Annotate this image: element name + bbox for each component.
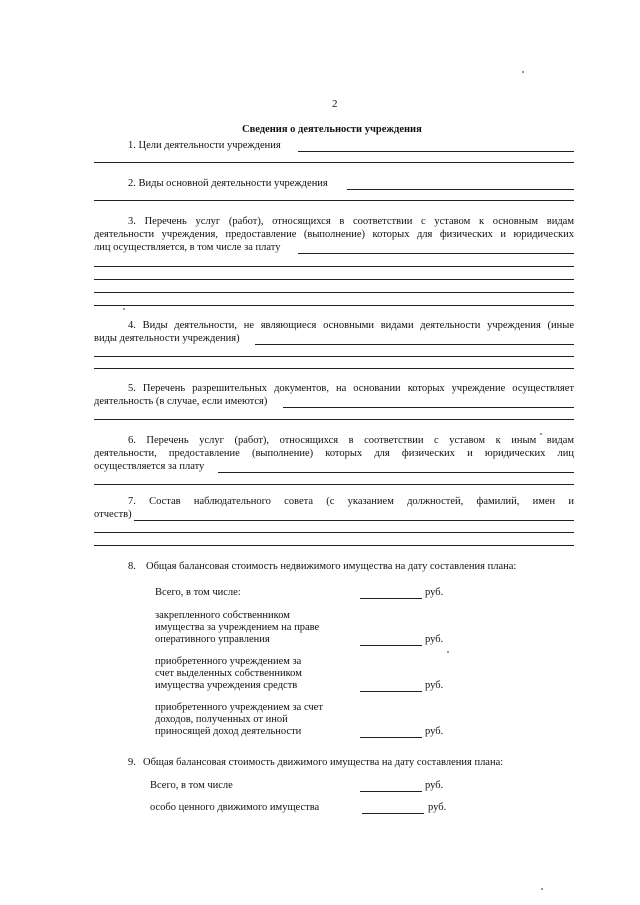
section-5-blank-line	[94, 419, 574, 420]
section-8-heading: Общая балансовая стоимость недвижимого имущества на дату составления плана:	[146, 561, 517, 572]
section-8-item-2-amount-line	[360, 691, 422, 692]
section-3-blank-line-4	[94, 305, 574, 306]
section-1-fill-line	[298, 151, 574, 152]
section-2-label: 2. Виды основной деятельности учреждения	[128, 178, 328, 189]
page-number: 2	[332, 98, 338, 110]
section-9-heading: Общая балансовая стоимость движимого имущества на дату составления плана:	[143, 757, 504, 768]
section-4-line-1: 4. Виды деятельности, не являющиеся основными видами деятельности учреждения (иные	[128, 320, 574, 331]
section-8-number: 8.	[128, 561, 136, 572]
section-7-blank-line-1	[94, 532, 574, 533]
section-8-item-1-line-2: имущества за учреждением на праве	[155, 622, 320, 633]
section-6-line-1: 6. Перечень услуг (работ), относящихся в соответствии с уставом к иным видам	[128, 435, 574, 446]
section-8-item-1-unit: руб.	[425, 634, 444, 645]
section-5-fill-line	[283, 407, 574, 408]
section-8-item-2-line-2: счет выделенных собственником	[155, 668, 302, 679]
scan-speck	[540, 433, 542, 435]
section-7-line-2: отчеств)	[94, 509, 132, 520]
section-6-line-2: деятельности, предоставление (выполнение) которых для физических и юридических лиц	[94, 448, 574, 459]
section-9-item-1-label: особо ценного движимого имущества	[150, 802, 320, 813]
section-9-item-1-amount-line	[362, 813, 424, 814]
section-8-item-2-line-3: имущества учреждения средств	[155, 680, 298, 691]
section-3-line-3: лиц осуществляется, в том числе за плату	[94, 242, 281, 253]
section-6-line-3: осуществляется за плату	[94, 461, 205, 472]
section-8-total-label: Всего, в том числе:	[155, 587, 241, 598]
section-3-fill-line	[298, 253, 574, 254]
section-8-item-3-line-3: приносящей доход деятельности	[155, 726, 302, 737]
section-7-fill-line	[134, 520, 574, 521]
section-8-item-2-line-1: приобретенного учреждением за	[155, 656, 302, 667]
section-4-fill-line	[255, 344, 574, 345]
section-4-line-2: виды деятельности учреждения)	[94, 333, 240, 344]
section-8-item-3-unit: руб.	[425, 726, 444, 737]
section-2-blank-line	[94, 200, 574, 201]
page-title: Сведения о деятельности учреждения	[242, 124, 422, 135]
section-8-item-1-amount-line	[360, 645, 422, 646]
section-3-line-2: деятельности учреждения, предоставление (выполнение) которых для физических и юридических	[94, 229, 574, 240]
section-5-line-1: 5. Перечень разрешительных документов, на основании которых учреждение осуществляет	[128, 383, 574, 394]
section-8-total-unit: руб.	[425, 587, 444, 598]
section-3-blank-line-2	[94, 279, 574, 280]
section-8-item-1-line-1: закрепленного собственником	[155, 610, 290, 621]
section-9-number: 9.	[128, 757, 136, 768]
section-4-blank-line-2	[94, 368, 574, 369]
section-1-label: 1. Цели деятельности учреждения	[128, 140, 281, 151]
scan-speck	[447, 651, 449, 653]
section-6-fill-line	[218, 472, 574, 473]
scan-speck	[123, 308, 125, 310]
section-8-total-amount-line	[360, 598, 422, 599]
section-9-total-amount-line	[360, 791, 422, 792]
section-2-fill-line	[347, 189, 574, 190]
section-8-item-1-line-3: оперативного управления	[155, 634, 270, 645]
section-8-item-3-line-1: приобретенного учреждением за счет	[155, 702, 323, 713]
section-7-blank-line-2	[94, 545, 574, 546]
section-8-item-3-amount-line	[360, 737, 422, 738]
section-3-line-1: 3. Перечень услуг (работ), относящихся в соответствии с уставом к основным видам	[128, 216, 574, 227]
scan-speck	[522, 71, 524, 73]
section-8-item-3-line-2: доходов, полученных от иной	[155, 714, 288, 725]
section-3-blank-line-3	[94, 292, 574, 293]
section-9-total-label: Всего, в том числе	[150, 780, 233, 791]
section-8-item-2-unit: руб.	[425, 680, 444, 691]
section-1-blank-line	[94, 162, 574, 163]
section-5-line-2: деятельность (в случае, если имеются)	[94, 396, 268, 407]
scan-speck	[541, 888, 543, 890]
section-9-item-1-unit: руб.	[428, 802, 447, 813]
section-9-total-unit: руб.	[425, 780, 444, 791]
section-7-line-1: 7. Состав наблюдательного совета (с указанием должностей, фамилий, имен и	[128, 496, 574, 507]
section-4-blank-line-1	[94, 356, 574, 357]
section-6-blank-line	[94, 484, 574, 485]
section-3-blank-line-1	[94, 266, 574, 267]
